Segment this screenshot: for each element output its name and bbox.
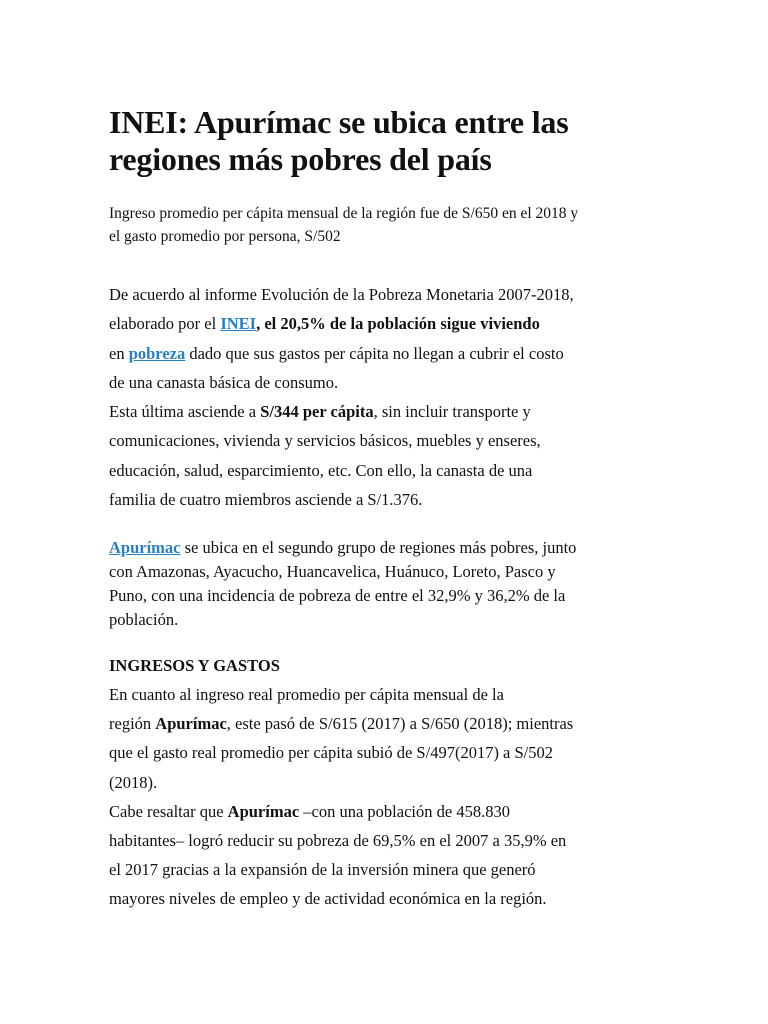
p1-text: , sin incluir transporte y xyxy=(373,402,531,422)
title-line-1: INEI: Apurímac se ubica entre las xyxy=(109,104,569,140)
article-title xyxy=(109,104,661,178)
p2-line-2: con Amazonas, Ayacucho, Huancavelica, Huánuco, Loreto, Pasco y xyxy=(109,562,556,581)
p3-line-1: En cuanto al ingreso real promedio per cápita mensual de la xyxy=(109,685,504,704)
p2-line-1 xyxy=(109,536,661,560)
p1-text: dado que sus gastos per cápita no llegan a cubrir el costo xyxy=(185,343,564,363)
p1-text: elaborado por el xyxy=(109,314,221,334)
p1-line-2 xyxy=(109,309,661,338)
subtitle-line-1: Ingreso promedio per cápita mensual de la región fue de S/650 en el 2018 y xyxy=(109,205,579,222)
p3-line-4: (2018). xyxy=(109,772,158,792)
p3-line-7: el 2017 gracias a la expansión de la inversión minera que generó xyxy=(109,860,536,880)
p1-line-6: comunicaciones, vivienda y servicios básicos, muebles y enseres, xyxy=(109,431,541,451)
p1-bold-text: , el 20,5% de la población sigue viviendo xyxy=(256,314,540,334)
p3-bold-text: Apurímac xyxy=(155,714,227,734)
paragraph-1 xyxy=(109,280,661,514)
p1-line-5 xyxy=(109,397,661,426)
p3-line-3: que el gasto real promedio per cápita subió de S/497(2017) a S/502 xyxy=(109,743,554,763)
p3-line-8: mayores niveles de empleo y de actividad económica en la región. xyxy=(109,889,547,909)
p3-line-5 xyxy=(109,797,661,826)
p1-text: en xyxy=(109,343,129,363)
p1-bold-text: S/344 per cápita xyxy=(260,402,374,422)
p2-text: se ubica en el segundo grupo de regiones más pobres, junto xyxy=(180,538,577,557)
paragraph-2 xyxy=(109,536,661,632)
p3-line-6: habitantes– logró reducir su pobreza de 69,5% en el 2007 a 35,9% en xyxy=(109,831,567,851)
apurimac-link[interactable]: Apurímac xyxy=(109,538,181,557)
p3-text: región xyxy=(109,714,156,734)
p1-line-7: educación, salud, esparcimiento, etc. Con ello, la canasta de una xyxy=(109,460,533,480)
p3-text: Cabe resaltar que xyxy=(109,801,228,821)
p3-text: –con una población de 458.830 xyxy=(299,801,510,821)
title-line-2: regiones más pobres del país xyxy=(109,141,492,177)
p1-line-4: de una canasta básica de consumo. xyxy=(109,372,339,392)
p1-line-3 xyxy=(109,339,661,368)
p3-line-2 xyxy=(109,709,661,738)
p1-line-1: De acuerdo al informe Evolución de la Pobreza Monetaria 2007-2018, xyxy=(109,285,574,304)
section-heading: INGRESOS Y GASTOS xyxy=(109,656,280,675)
p1-line-8: familia de cuatro miembros asciende a S/1.376. xyxy=(109,490,423,510)
inei-link[interactable]: INEI xyxy=(220,314,257,334)
article-subtitle xyxy=(109,202,661,248)
subtitle-line-2: el gasto promedio por persona, S/502 xyxy=(109,228,341,245)
pobreza-link[interactable]: pobreza xyxy=(128,343,186,363)
p2-line-4: población. xyxy=(109,610,179,629)
p3-text: , este pasó de S/615 (2017) a S/650 (2018); mientras xyxy=(226,714,574,734)
p1-text: Esta última asciende a xyxy=(109,402,261,422)
p3-bold-text: Apurímac xyxy=(227,801,300,821)
paragraph-3 xyxy=(109,680,661,914)
p2-line-3: Puno, con una incidencia de pobreza de entre el 32,9% y 36,2% de la xyxy=(109,586,566,605)
